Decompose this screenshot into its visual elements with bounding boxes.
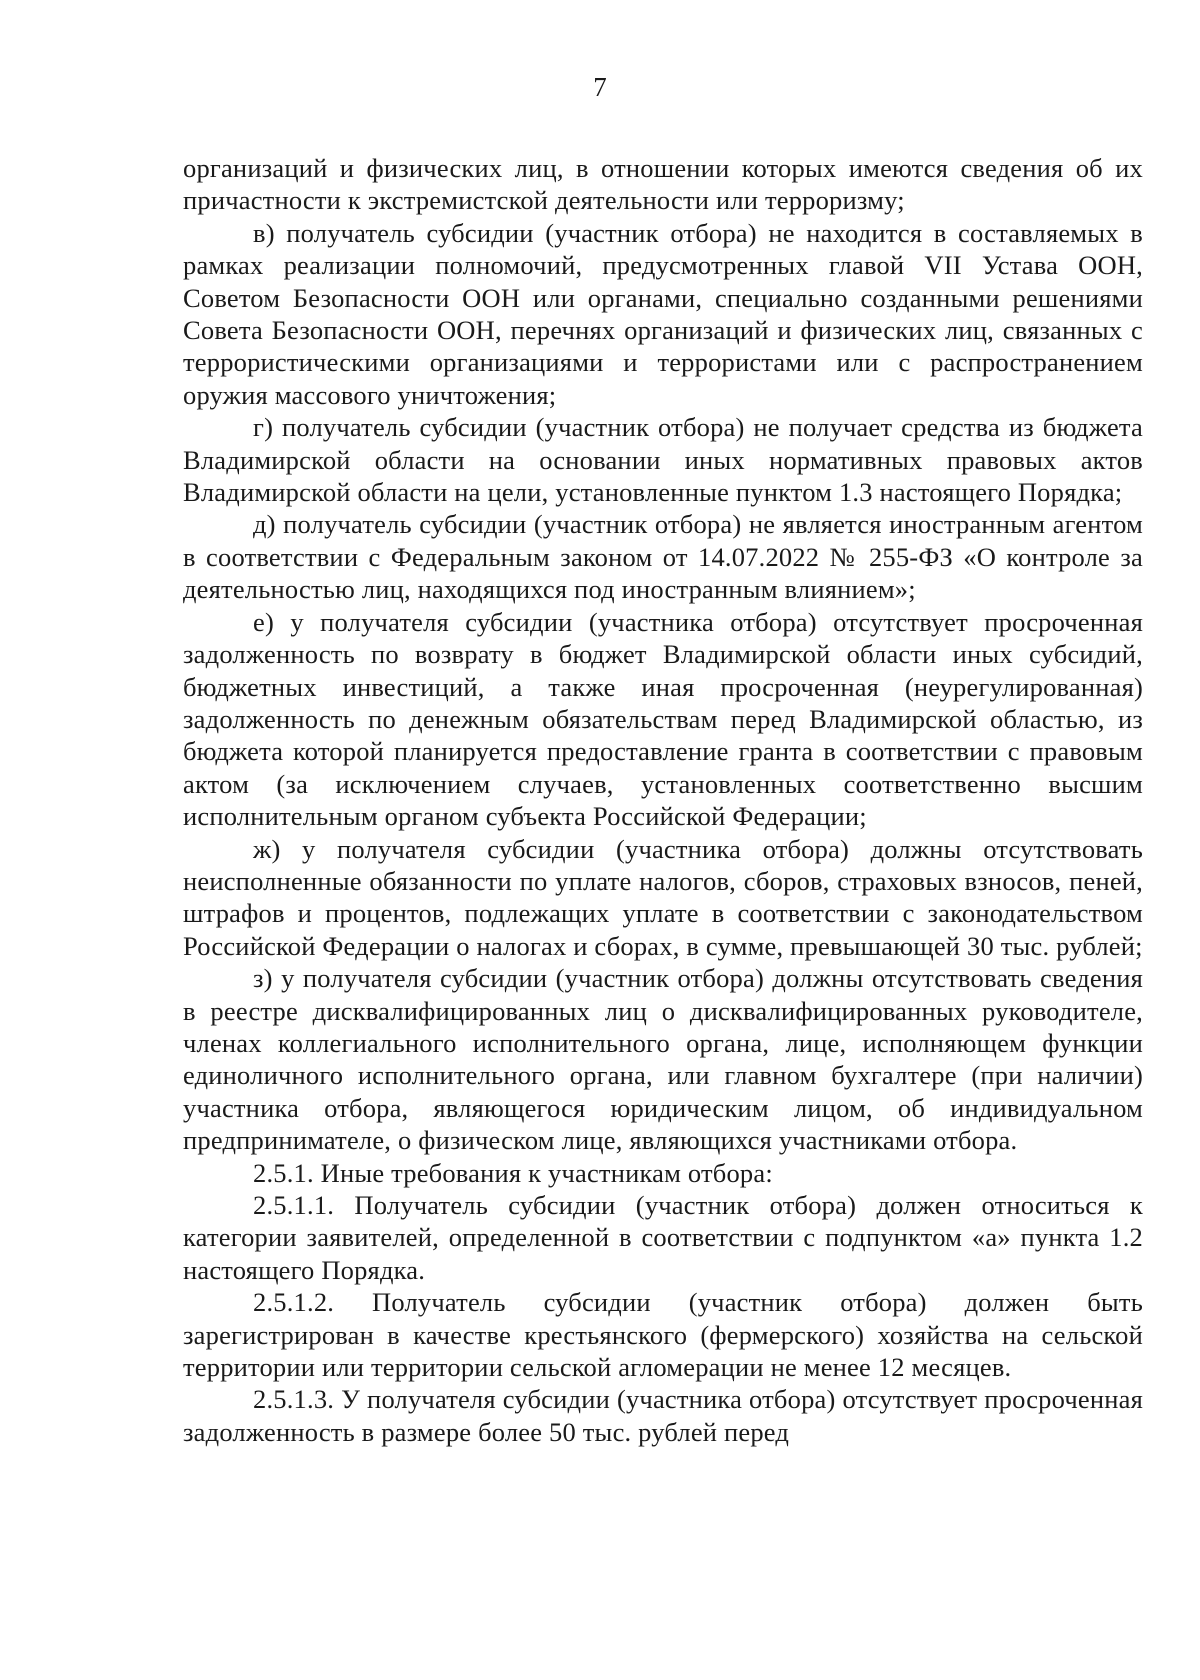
paragraph-2-5-1: 2.5.1. Иные требования к участникам отбора: [253,1157,773,1188]
paragraph-item-e: е) у получателя субсидии (участника отбора) отсутствует просроченная задолженность по возврату в бюджет Владимирской области иных субсидий, бюджетных инвестиций, а также иная просроченная (неурегулированная) задолженность по денежным обязательствам перед Владимирской областью, из бюджета которой планируется предоставление гранта в соответствии с правовым актом (за исключением случаев, установленных соответственно высшим исполнительным органом субъекта Российской Федерации; [183,606,1143,832]
paragraph-continuation: организаций и физических лиц, в отношении которых имеются сведения об их причастности к экстремистской деятельности или терроризму; [183,153,1143,216]
paragraph-2-5-1-2: 2.5.1.2. Получатель субсидии (участник отбора) должен быть зарегистрирован в качестве крестьянского (фермерского) хозяйства на сельской территории или территории сельской агломерации не менее 12 месяцев. [183,1287,1143,1383]
paragraph-item-d: д) получатель субсидии (участник отбора) не является иностранным агентом в соответствии с Федеральным законом от 14.07.2022 № 255-ФЗ «О контроле за деятельностью лиц, находящихся под иностранным влиянием»; [183,509,1143,605]
paragraph-2-5-1-3: 2.5.1.3. У получателя субсидии (участника отбора) отсутствует просроченная задолженность в размере более 50 тыс. рублей перед [183,1384,1143,1447]
paragraph-item-g: г) получатель субсидии (участник отбора) не получает средства из бюджета Владимирской области на основании иных нормативных правовых актов Владимирской области на цели, установленные пунктом 1.3 настоящего Порядка; [183,412,1143,508]
paragraph-item-z: з) у получателя субсидии (участник отбора) должны отсутствовать сведения в реестре дисквалифицированных лиц о дисквалифицированных руководителе, членах коллегиального исполнительного органа, лице, исполняющем функции единоличного исполнительного органа, или главном бухгалтере (при наличии) участника отбора, являющегося юридическим лицом, об индивидуальном предпринимателе, о физическом лице, являющихся участниками отбора. [183,963,1143,1156]
paragraph-item-v: в) получатель субсидии (участник отбора) не находится в составляемых в рамках реализации полномочий, предусмотренных главой VII Устава ООН, Советом Безопасности ООН или органами, специально созданными решениями Совета Безопасности ООН, перечнях организаций и физических лиц, связанных с террористическими организациями и террористами или с распространением оружия массового уничтожения; [183,217,1143,410]
paragraph-2-5-1-1: 2.5.1.1. Получатель субсидии (участник отбора) должен относиться к категории заявителей, определенной в соответствии с подпунктом «а» пункта 1.2 настоящего Порядка. [183,1190,1143,1285]
paragraph-item-zh: ж) у получателя субсидии (участника отбора) должны отсутствовать неисполненные обязанности по уплате налогов, сборов, страховых взносов, пеней, штрафов и процентов, подлежащих уплате в соответствии с законодательством Российской Федерации о налогах и сборах, в сумме, превышающей 30 тыс. рублей; [183,833,1143,961]
page-number: 7 [593,72,607,102]
document-body [183,152,1143,1448]
